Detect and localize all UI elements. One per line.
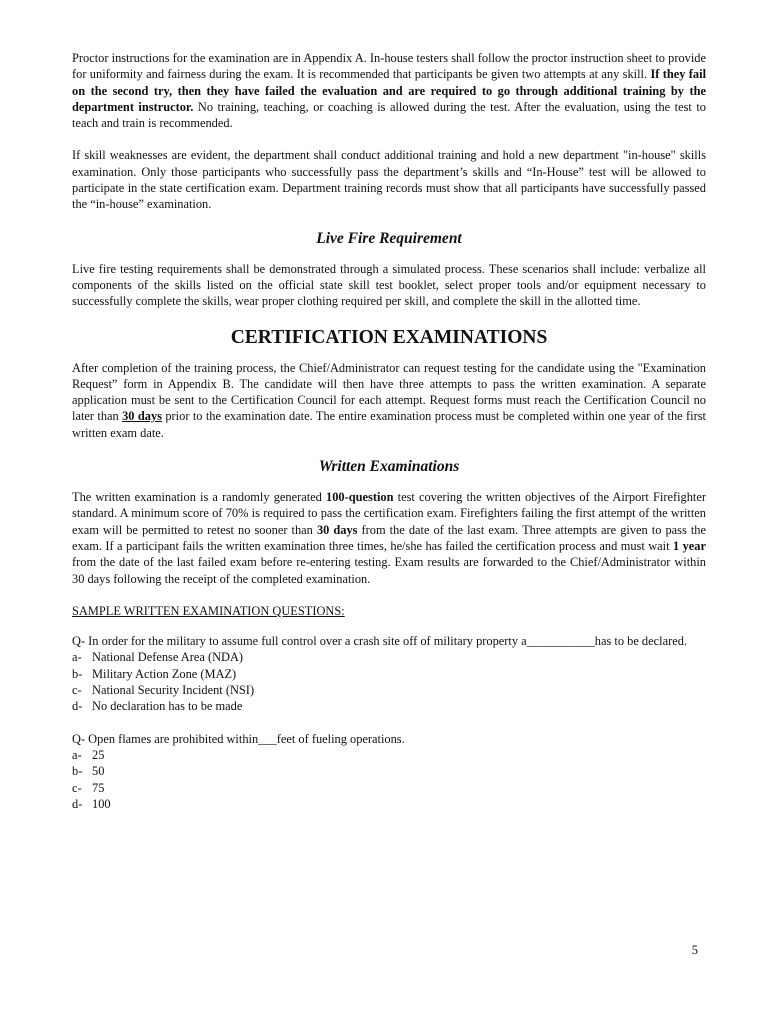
question-1: Q- In order for the military to assume full control over a crash site off of military property a___________has to be declared. bbox=[72, 634, 687, 649]
skill-weakness-paragraph: If skill weaknesses are evident, the department shall conduct additional training and hold a new department "in-house" skills examination. Only those participants who successfully pass the department’s skills and “In-House” test will be allowed to participate in the state certification exam. Department training records must show that all participants have successfully passed the “in-house” examination. bbox=[72, 148, 706, 212]
list-item: d- 100 bbox=[72, 796, 111, 811]
question-2: Q- Open flames are prohibited within___feet of fueling operations. bbox=[72, 731, 405, 746]
list-item: c- 75 bbox=[72, 780, 105, 795]
sample-questions-title: SAMPLE WRITTEN EXAMINATION QUESTIONS: bbox=[72, 603, 345, 618]
question-2-options bbox=[72, 747, 706, 812]
certification-heading: CERTIFICATION EXAMINATIONS bbox=[230, 326, 548, 348]
list-item: b- 50 bbox=[72, 764, 105, 779]
list-item: a- 25 bbox=[72, 747, 105, 762]
list-item: d- No declaration has to be made bbox=[72, 699, 243, 714]
list-item: c- National Security Incident (NSI) bbox=[72, 683, 255, 698]
question-1-options bbox=[72, 649, 706, 714]
live-fire-paragraph: Live fire testing requirements shall be demonstrated through a simulated process. These scenarios shall include: verbalize all components of the skills listed on the official state skill test booklet, select proper tools and/or equipment necessary to successfully complete the skills, wear proper clothing required per skill, and complete the skill in the allotted time. bbox=[72, 261, 706, 309]
written-exam-paragraph: The written examination is a randomly generated 100-question test covering the written objectives of the Airport Firefighter standard. A minimum score of 70% is required to pass the certification exam. Firefighters failing the first attempt of the written exam will be permitted to retest no sooner than 30 days from the date of the last exam. Three attempts are given to pass the exam. If a participant fails the written examination three times, he/she has failed the certification process and must wait 1 year from the date of the last failed exam before re-entering testing. Exam results are forwarded to the Chief/Administrator within 30 days following the receipt of the completed examination. bbox=[72, 490, 707, 586]
list-item: a- National Defense Area (NDA) bbox=[72, 650, 244, 665]
written-exam-heading: Written Examinations bbox=[318, 458, 460, 476]
live-fire-heading: Live Fire Requirement bbox=[316, 229, 462, 247]
certification-paragraph: After completion of the training process, the Chief/Administrator can request testing for the candidate using the "Examination Request” form in Appendix B. The candidate will then have three attempts to pass the written examination. A separate application must be sent to the Certification Council for each attempt. Request forms must reach the Certification Council no later than 30 days prior to the examination date. The entire examination process must be completed within one year of the first written exam date. bbox=[72, 360, 706, 440]
document-page bbox=[72, 50, 706, 828]
page-number: 5 bbox=[691, 943, 698, 957]
list-item: b- Military Action Zone (MAZ) bbox=[72, 666, 237, 681]
proctor-paragraph: Proctor instructions for the examination are in Appendix A. In-house testers shall follow the proctor instruction sheet to provide for uniformity and fairness during the exam. It is recommended that participants be given two attempts at any skill. If they fail on the second try, then they have failed the evaluation and are required to go through additional training by the department instructor. No training, teaching, or coaching is allowed during the test. After the evaluation, using the test to teach and train is recommended. bbox=[72, 51, 707, 131]
